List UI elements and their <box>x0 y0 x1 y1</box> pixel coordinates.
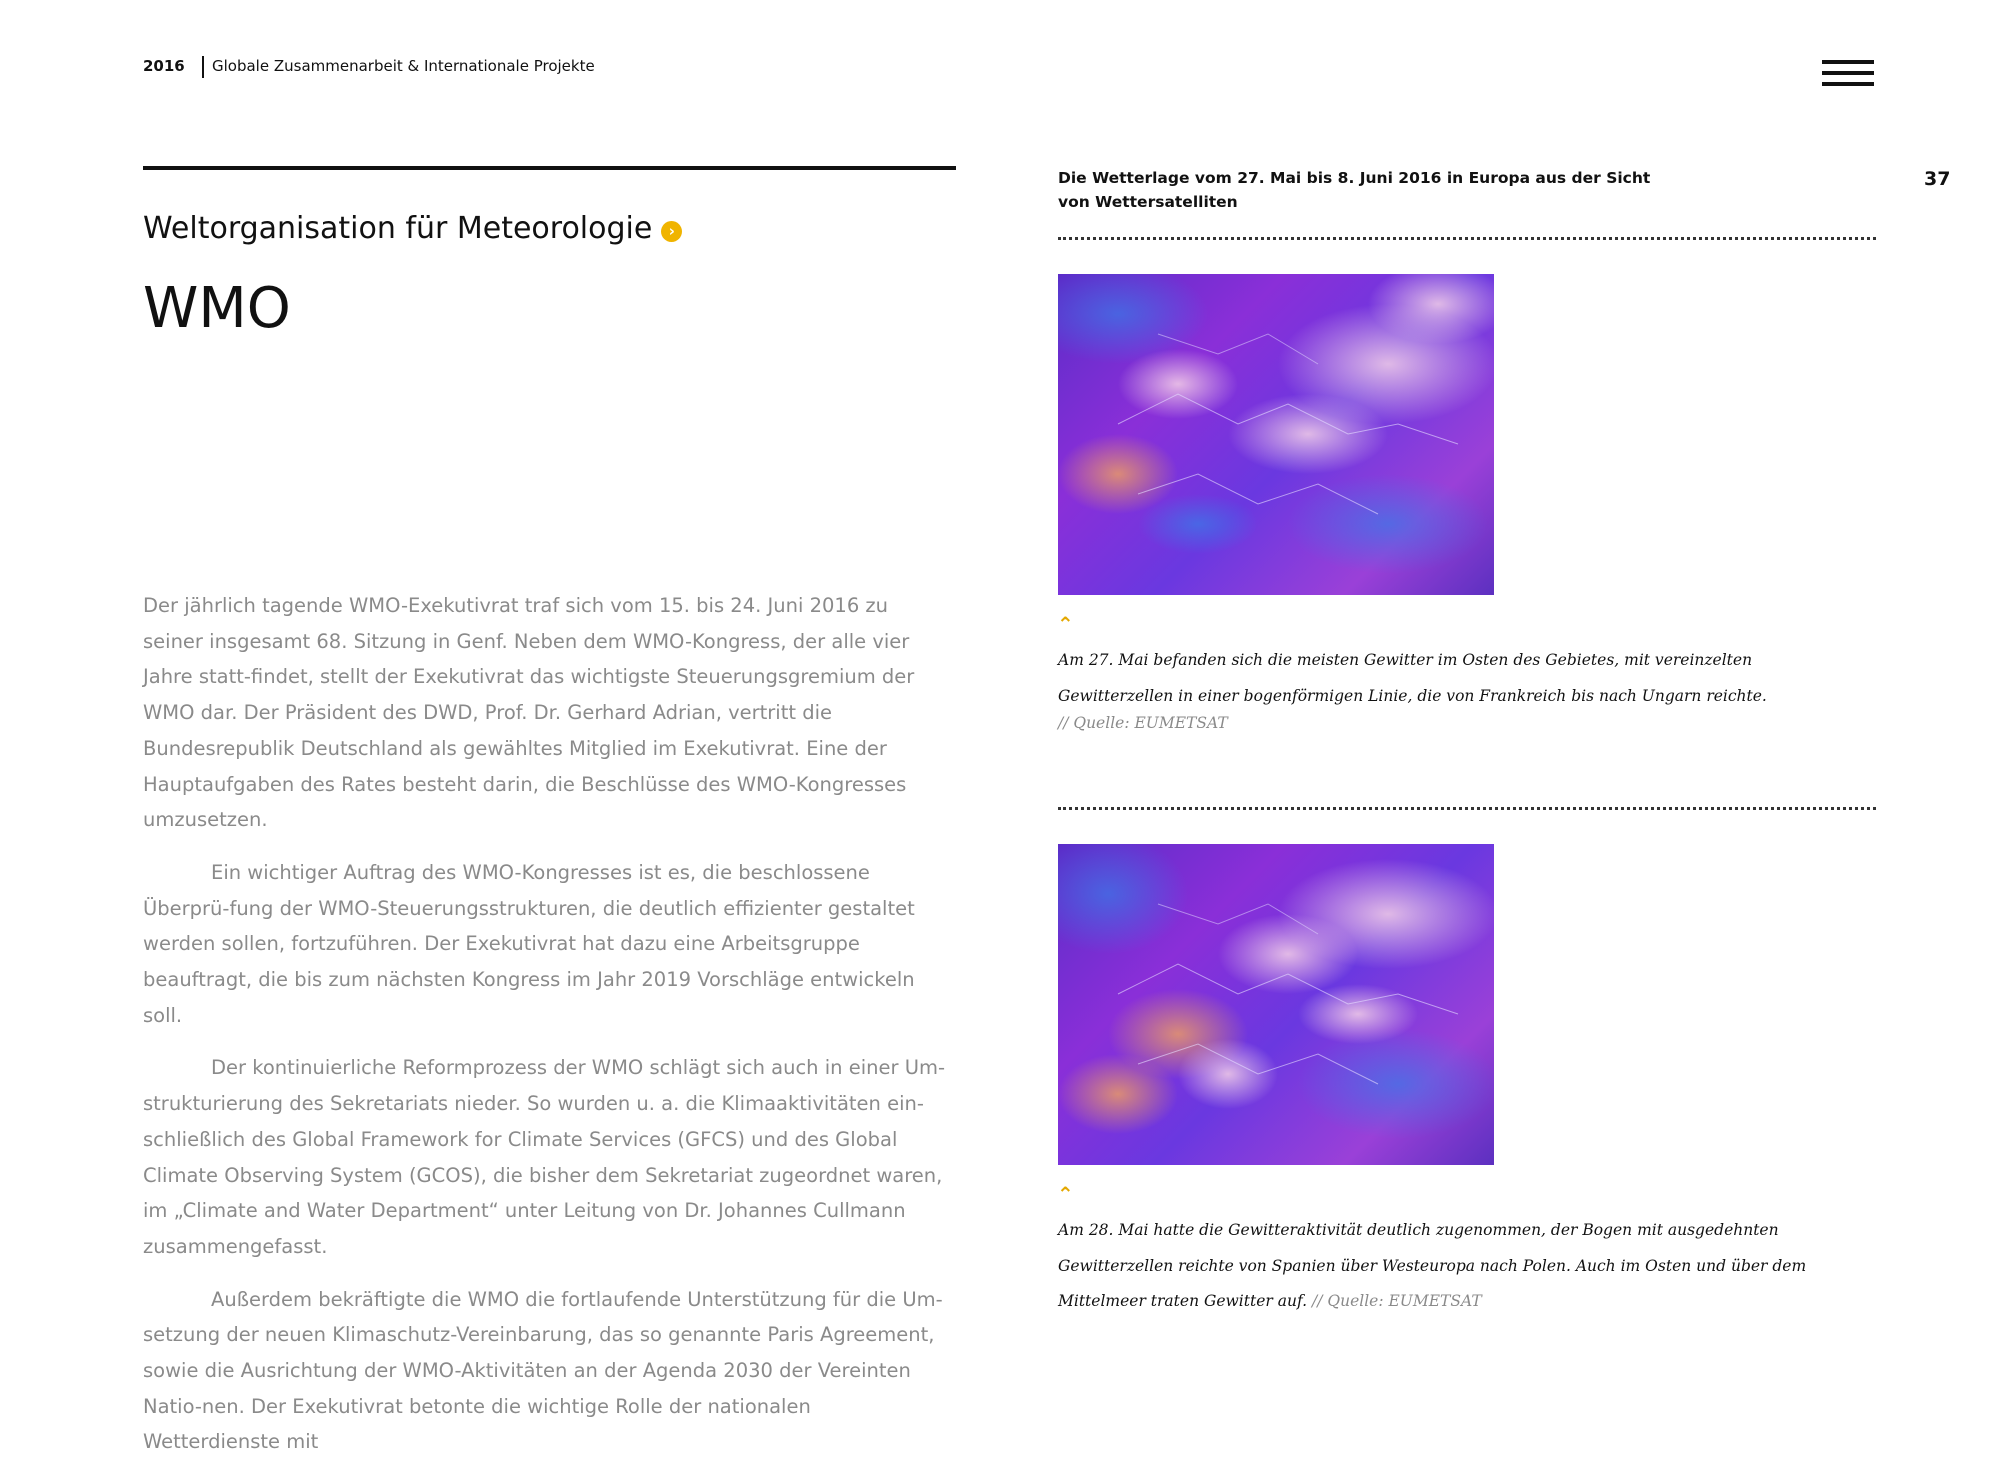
caret-up-icon[interactable]: ⌃ <box>1057 1182 1074 1206</box>
section-title: Globale Zusammenarbeit & Internationale Projekte <box>212 57 595 75</box>
article-subtitle <box>143 211 682 246</box>
figure-source: // Quelle: EUMETSAT <box>1312 1292 1482 1310</box>
dotted-divider <box>1058 237 1876 240</box>
caret-up-icon[interactable]: ⌃ <box>1057 612 1074 636</box>
hamburger-menu-icon[interactable] <box>1822 60 1874 90</box>
satellite-image <box>1058 844 1494 1165</box>
page-number: 37 <box>1924 168 1951 190</box>
paragraph: Der kontinuierliche Reformprozess der WMO schlägt sich auch in einer Um-strukturierung des Sekretariats nieder. So wurden u. a. die Klimaaktivitäten ein-schließlich des Global Framework for Climate Services (GFCS) und des Global Climate Observing System (GCOS), die bisher dem Sekretariat zugeordnet waren, im „Climate and Water Department“ unter Leitung von Dr. Johannes Cullmann zusammengefasst. <box>143 1056 946 1258</box>
figure-section-title: Die Wetterlage vom 27. Mai bis 8. Juni 2016 in Europa aus der Sicht von Wettersatelliten <box>1058 169 1651 211</box>
article-heading: WMO <box>143 276 291 341</box>
section-rule <box>143 166 956 170</box>
chevron-right-circle-icon[interactable]: › <box>661 221 682 242</box>
header-divider <box>202 56 204 78</box>
figure-caption-text: Am 28. Mai hatte die Gewitteraktivität deutlich zugenommen, der Bogen mit ausgedehnten Gewitterzellen reichte von Spanien über Westeuropa nach Polen. Auch im Osten und über dem Mittelmeer traten Gewitter auf. <box>1058 1221 1807 1310</box>
paragraph: Ein wichtiger Auftrag des WMO-Kongresses ist es, die beschlossene Überprü-fung der WMO-Steuerungsstrukturen, die deutlich effizienter gestaltet werden sollen, fortzuführen. Der Exekutivrat hat dazu eine Arbeitsgruppe beauftragt, die bis zum nächsten Kongress im Jahr 2019 Vorschläge entwickeln soll. <box>143 860 915 1027</box>
paragraph: Außerdem bekräftigte die WMO die fortlaufende Unterstützung für die Um-setzung der neuen Klimaschutz-Vereinbarung, das so genannte Paris Agreement, sowie die Ausrichtung der WMO-Aktivitäten an der Agenda 2030 der Vereinten Natio-nen. Der Exekutivrat betonte die wichtige Rolle der nationalen Wetterdienste mit <box>143 1287 943 1454</box>
paragraph: Der jährlich tagende WMO-Exekutivrat traf sich vom 15. bis 24. Juni 2016 zu seiner insgesamt 68. Sitzung in Genf. Neben dem WMO-Kongress, der alle vier Jahre statt-findet, stellt der Exekutivrat das wichtigste Steuerungsgremium der WMO dar. Der Präsident des DWD, Prof. Dr. Gerhard Adrian, vertritt die Bundesrepublik Deutschland als gewähltes Mitglied im Exekutivrat. Eine der Hauptaufgaben des Rates besteht darin, die Beschlüsse des WMO-Kongresses umzusetzen. <box>143 594 915 832</box>
dotted-divider <box>1058 807 1876 810</box>
report-year: 2016 <box>143 57 185 75</box>
article-subtitle-text: Weltorganisation für Meteorologie <box>143 211 653 246</box>
satellite-image-graphic <box>1058 274 1494 595</box>
satellite-image-graphic <box>1058 844 1494 1165</box>
figure-caption <box>1058 1213 1858 1320</box>
article-body <box>143 588 951 1477</box>
figure-source: // Quelle: EUMETSAT <box>1058 714 1228 732</box>
satellite-image <box>1058 274 1494 595</box>
figure-caption: Am 27. Mai befanden sich die meisten Gewitter im Osten des Gebietes, mit vereinzelten Gewitterzellen in einer bogenförmigen Linie, die von Frankreich bis nach Ungarn reichte. <box>1058 651 1767 705</box>
